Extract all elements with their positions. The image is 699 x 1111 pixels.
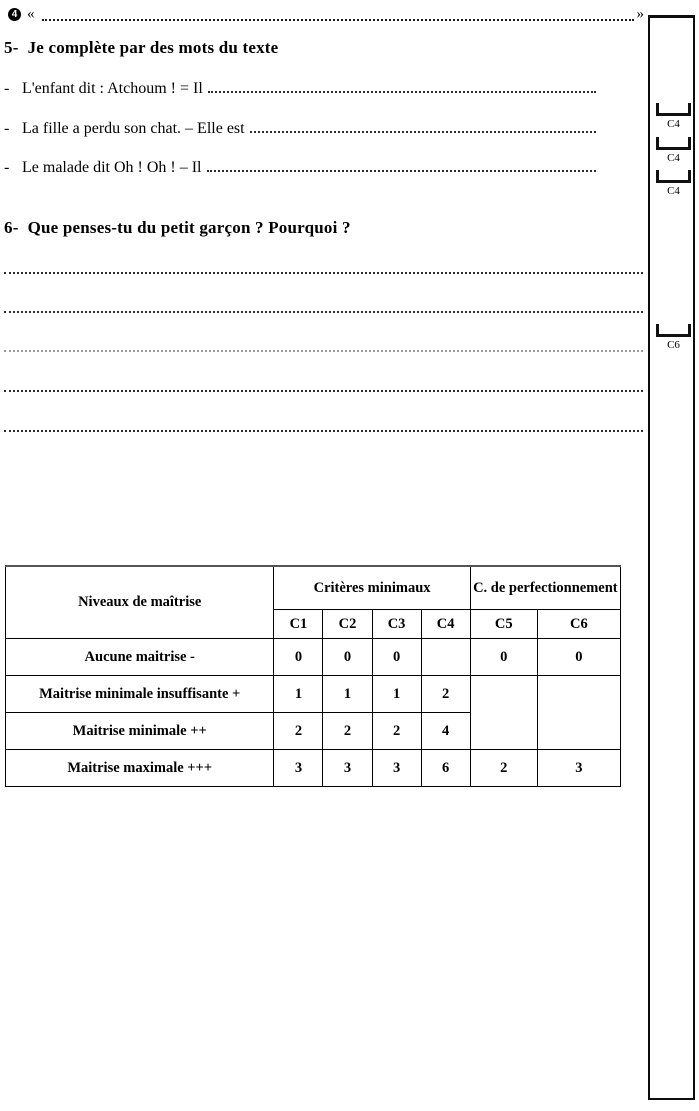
- competence-sidebar: [648, 15, 695, 1100]
- competence-slot-2[interactable]: [656, 137, 691, 165]
- answer-line[interactable]: [4, 350, 643, 352]
- bullet-text: Le malade dit Oh ! Oh ! – Il: [22, 159, 202, 176]
- criteria-header-c3: C3: [372, 610, 421, 639]
- bullet-dash: -: [4, 120, 10, 137]
- question-6-number: 6-: [4, 218, 19, 237]
- levels-header-cell: Niveaux de maîtrise: [6, 566, 274, 639]
- cell-value: 0: [323, 639, 372, 676]
- dotted-fill-line: [42, 8, 634, 21]
- competence-slot-3[interactable]: [656, 170, 691, 198]
- competence-label: C4: [667, 152, 680, 164]
- cell-value: 2: [421, 676, 470, 713]
- table-row: [6, 639, 621, 676]
- table-row: [6, 676, 621, 713]
- cell-value: 1: [274, 676, 323, 713]
- cell-value: 2: [372, 713, 421, 750]
- cell-value: 3: [372, 750, 421, 787]
- close-guillemet: »: [636, 5, 644, 22]
- question-6-title: Que penses-tu du petit garçon ? Pourquoi ?: [27, 218, 351, 237]
- row-label: Maitrise maximale +++: [6, 750, 274, 787]
- cell-value: 3: [537, 750, 620, 787]
- table-row: [6, 750, 621, 787]
- bullet-dash: -: [4, 80, 10, 97]
- quote-continuation-line: [8, 3, 644, 25]
- question-5-number: 5-: [4, 38, 19, 57]
- bullet-text: L'enfant dit : Atchoum ! = Il: [22, 80, 203, 97]
- cell-value: 2: [470, 750, 537, 787]
- group-header-perfection: C. de perfectionnement: [470, 566, 620, 610]
- group-header-minimal: Critères minimaux: [274, 566, 470, 610]
- criteria-header-c5: C5: [470, 610, 537, 639]
- cell-value: [421, 639, 470, 676]
- bullet-dash: -: [4, 159, 10, 176]
- table-header-group-row: [6, 566, 621, 610]
- cell-value: 0: [470, 639, 537, 676]
- competence-label: C4: [667, 185, 680, 197]
- score-box[interactable]: [656, 137, 691, 150]
- cell-value: 2: [323, 713, 372, 750]
- competence-label: C6: [667, 339, 680, 351]
- cell-value: 1: [323, 676, 372, 713]
- criteria-header-c4: C4: [421, 610, 470, 639]
- competence-label: C4: [667, 118, 680, 130]
- mastery-levels-table: [5, 565, 621, 787]
- criteria-header-c6: C6: [537, 610, 620, 639]
- answer-blank[interactable]: [207, 161, 597, 172]
- competence-slot-4[interactable]: [656, 324, 691, 352]
- question-6-heading: [4, 218, 351, 238]
- competence-slot-1[interactable]: [656, 103, 691, 131]
- cell-value: 0: [274, 639, 323, 676]
- cell-value: 2: [274, 713, 323, 750]
- open-guillemet: «: [27, 5, 35, 22]
- bullet-text: La fille a perdu son chat. – Elle est: [22, 120, 245, 137]
- cell-value: 6: [421, 750, 470, 787]
- criteria-header-c1: C1: [274, 610, 323, 639]
- row-label: Aucune maitrise -: [6, 639, 274, 676]
- cell-value: 1: [372, 676, 421, 713]
- cell-value: 3: [323, 750, 372, 787]
- cell-value: 3: [274, 750, 323, 787]
- cell-value-empty: [470, 676, 537, 750]
- question-5-item-2: [4, 120, 596, 138]
- answer-line[interactable]: [4, 430, 643, 432]
- cell-value: 4: [421, 713, 470, 750]
- answer-blank[interactable]: [208, 82, 596, 93]
- question-5-heading: [4, 38, 278, 58]
- circled-number-marker: 4: [8, 8, 21, 21]
- cell-value: 0: [372, 639, 421, 676]
- question-5-item-1: [4, 80, 596, 98]
- answer-line[interactable]: [4, 390, 643, 392]
- answer-line[interactable]: [4, 272, 643, 274]
- score-box[interactable]: [656, 103, 691, 116]
- score-box[interactable]: [656, 324, 691, 337]
- cell-value-empty: [537, 676, 620, 750]
- row-label: Maitrise minimale insuffisante +: [6, 676, 274, 713]
- cell-value: 0: [537, 639, 620, 676]
- question-5-title: Je complète par des mots du texte: [27, 38, 279, 57]
- score-box[interactable]: [656, 170, 691, 183]
- criteria-header-c2: C2: [323, 610, 372, 639]
- row-label: Maitrise minimale ++: [6, 713, 274, 750]
- question-5-item-3: [4, 159, 596, 177]
- answer-blank[interactable]: [250, 122, 596, 133]
- answer-line[interactable]: [4, 311, 643, 313]
